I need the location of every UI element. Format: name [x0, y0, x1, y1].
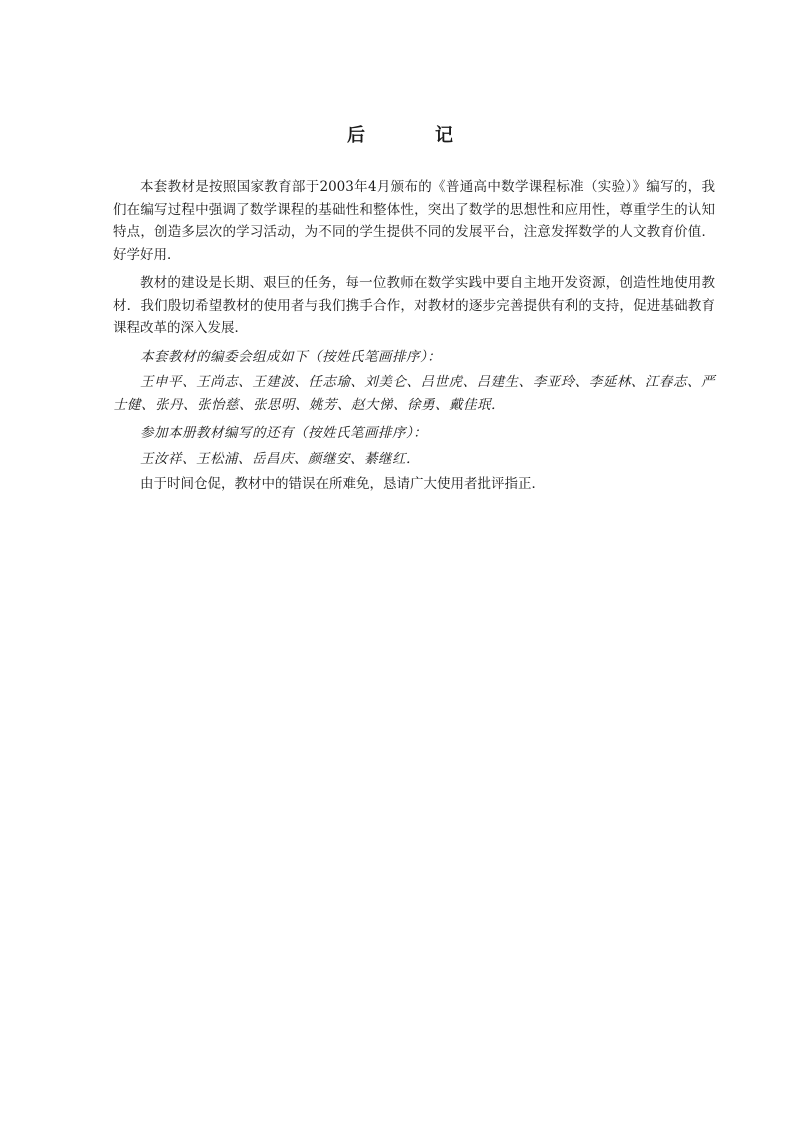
- paragraph-editorial-board-heading: 本套教材的编委会组成如下（按姓氏笔画排序）：: [140, 348, 442, 365]
- paragraph-textbook-construction: 教材的建设是长期、艰巨的任务，每一位教师在数学实践中要自主地开发资源，创造性地使用教材．我们殷切希望教材的使用者与我们携手合作，对教材的逐步完善提供有利的支持，促进基础教育课程改革的深入发展．: [113, 275, 715, 336]
- paragraph-contributors-heading: 参加本册教材编写的还有（按姓氏笔画排序）：: [140, 425, 428, 441]
- paragraph-contributors-members: 王汝祥、王松浦、岳昌庆、颜继安、綦继红．: [140, 450, 420, 467]
- page-title: 后 记: [347, 125, 479, 146]
- document-body: [113, 176, 715, 502]
- paragraph-errata-note: 由于时间仓促，教材中的错误在所难免，恳请广大使用者批评指正．: [140, 476, 545, 492]
- paragraph-curriculum-standard: 本套教材是按照国家教育部于2003年4月颁布的《普通高中数学课程标准（实验）》编写的，我们在编写过程中强调了数学课程的基础性和整体性，突出了数学的思想性和应用性，尊重学生的认知特点，创造多层次的学习活动，为不同的学生提供不同的发展平台，注意发挥数学的人文教育价值．好学好用．: [113, 179, 715, 263]
- paragraph-editorial-board-members: 王申平、王尚志、王建波、任志瑜、刘美仑、吕世虎、吕建生、李亚玲、李延林、江春志、严士健、张丹、张怡慈、张思明、姚芳、赵大悌、徐勇、戴佳珉．: [113, 374, 715, 413]
